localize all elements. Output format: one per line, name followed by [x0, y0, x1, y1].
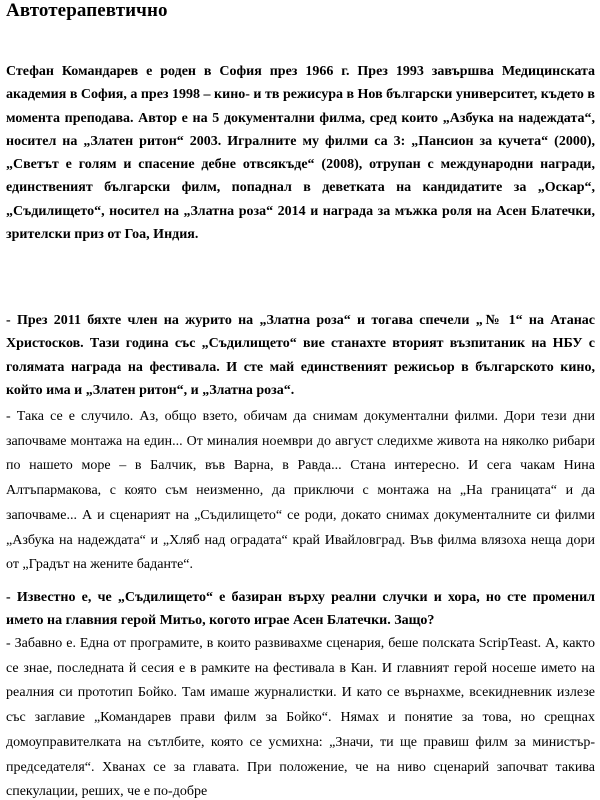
interview-question-1: - През 2011 бяхте член на журито на „Златна роза“ и тогава спечели „№ 1“ на Атанас Христосков. Тази година със „Съдилището“ вие станахте вторият възпитаник на НБУ с голямата награда на фестивала. И сте май единственият режисьор в българското кино, който има и „Златен ритон“, и „Златна роза“.	[6, 313, 595, 398]
article-title: Автотерапевтично	[6, 0, 168, 21]
interview-question-2: - Известно е, че „Съдилището“ е базиран върху реални случки и хора, но сте променил името на главния герой Митьо, когото играе Асен Блатечки. Защо?	[6, 590, 595, 629]
interview-answer-1: - Така се е случило. Аз, общо взето, обичам да снимам документални филми. Дори тези дни започваме монтажа на един... От миналия ноември до август следихме живота на няколко рибари по нашето море – в Балчик, във Варна, в Равда... Стана интересно. И сега чакам Нина Алтъпармакова, с която съм неизменно, да приключи с монтажа на „На границата“ и да започваме... А и сценарият на „Съдилището“ се роди, докато снимах документалните си филми „Азбука на надеждата“ и „Хляб над оградата“ край Ивайловград. Във филма влязоха неща дори от „Градът на жените баданте“.	[6, 409, 595, 573]
interview-answer-2: - Забавно е. Една от програмите, в които развивахме сценария, беше полската ScripTeast. А, както се знае, последната й сесия е в рамките на фестивала в Кан. И главният герой носеше името на реалния си прототип Бойко. Там имаше журналистки. И като се върнахме, всекидневник излезе със заглавие „Командарев прави филм за Бойко“. Нямах и понятие за това, но срещнах домоуправителката на сътлбите, която се усмихна: „Значи, ти ще правиш филм за министър-председателя“. Хванах се за главата. При положение, че на ниво сценарий започват такива спекулации, реших, че е по-добре	[6, 636, 595, 800]
author-bio-paragraph: Стефан Командарев е роден в София през 1966 г. През 1993 завършва Медицинската академия в София, а през 1998 – кино- и тв режисура в Нов български университет, където в момента преподава. Автор е на 5 документални филма, сред които „Азбука на надеждата“, носител на „Златен ритон“ 2003. Игралните му филми са 3: „Пансион за кучета“ (2000), „Светът е голям и спасение дебне отвсякъде“ (2008), отрупан с международни награди, единственият български филм, попаднал в деветката на кандидатите за „Оскар“, „Съдилището“, носител на „Златна роза“ 2014 и награда за мъжка роля на Асен Блатечки, зрителски приз от Гоа, Индия.	[6, 64, 595, 243]
